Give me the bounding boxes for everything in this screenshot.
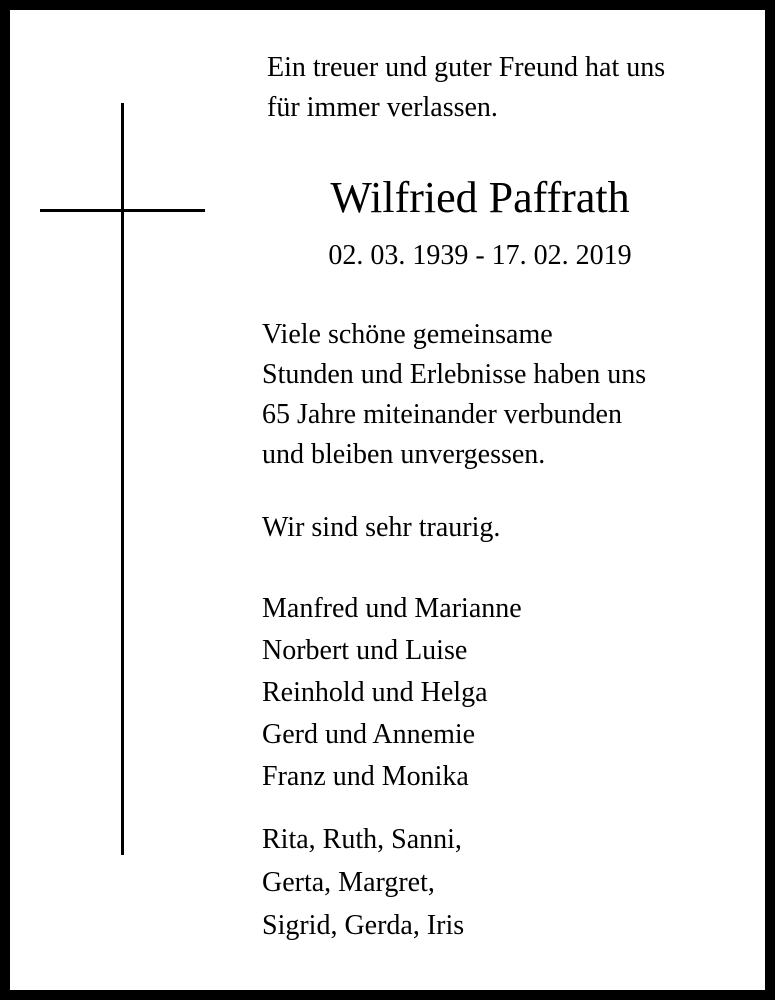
mourner-line: Manfred und Marianne	[262, 593, 522, 624]
life-dates: 02. 03. 1939 - 17. 02. 2019	[328, 240, 632, 271]
mourners-friends	[262, 818, 464, 947]
mourners-couples	[262, 588, 522, 798]
friends-line: Rita, Ruth, Sanni,	[262, 824, 462, 855]
message-line: und bleiben unvergessen.	[262, 439, 546, 470]
intro-line: Ein treuer und guter Freund hat uns	[267, 52, 666, 83]
cross-horizontal-bar	[40, 209, 205, 212]
cross-vertical-bar	[121, 103, 124, 855]
message-line: 65 Jahre miteinander verbunden	[262, 399, 622, 430]
mourner-line: Norbert und Luise	[262, 635, 468, 666]
sadness-statement: Wir sind sehr traurig.	[262, 512, 501, 543]
friends-line: Sigrid, Gerda, Iris	[262, 910, 465, 941]
intro-text	[267, 48, 665, 128]
memorial-message	[262, 315, 646, 475]
mourner-line: Gerd und Annemie	[262, 719, 476, 750]
friends-line: Gerta, Margret,	[262, 867, 435, 898]
deceased-name: Wilfried Paffrath	[330, 173, 630, 222]
message-line: Stunden und Erlebnisse haben uns	[262, 359, 647, 390]
message-line: Viele schöne gemeinsame	[262, 319, 553, 350]
mourner-line: Franz und Monika	[262, 761, 469, 792]
mourner-line: Reinhold und Helga	[262, 677, 488, 708]
intro-line: für immer verlassen.	[267, 92, 498, 123]
